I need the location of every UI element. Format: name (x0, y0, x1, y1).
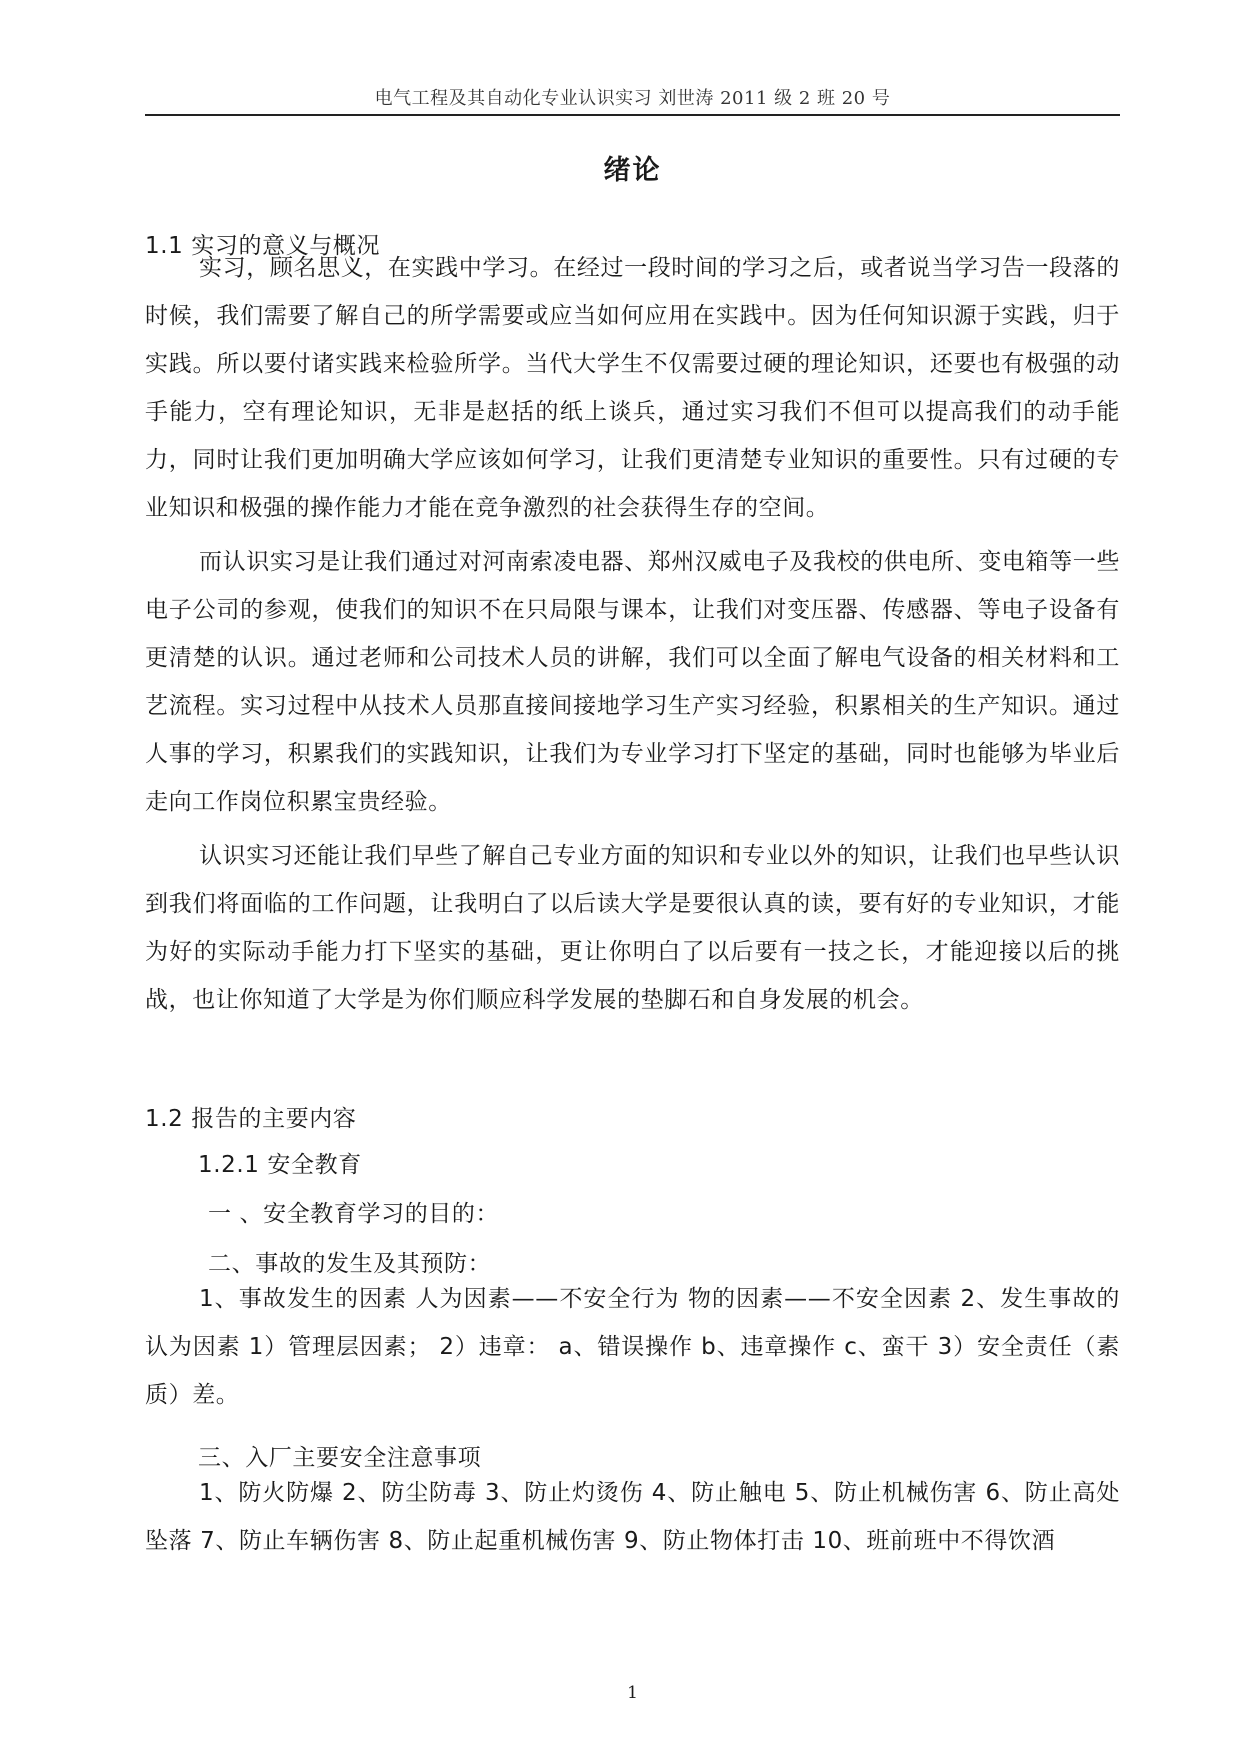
subsection-heading-1-2-1: 1.2.1 安全教育 (198, 1152, 362, 1178)
item-safety-purpose: 一 、安全教育学习的目的： (208, 1201, 500, 1227)
section-heading-1-2: 1.2 报告的主要内容 (145, 1106, 357, 1132)
item-factory-safety: 三、入厂主要安全注意事项 (198, 1445, 482, 1471)
running-header: 电气工程及其自动化专业认识实习 刘世涛 2011 级 2 班 20 号 (374, 88, 891, 109)
factory-safety-text: 1、防火防爆 2、防尘防毒 3、防止灼烫伤 4、防止触电 5、防止机械伤害 6、防止高处坠落 7、防止车辆伤害 8、防止起重机械伤害 9、防止物体打击 10、班前班中不得饮酒 (145, 1480, 1120, 1554)
paragraph-1: 实习，顾名思义，在实践中学习。在经过一段时间的学习之后，或者说当学习告一段落的时候，我们需要了解自己的所学需要或应当如何应用在实践中。因为任何知识源于实践，归于实践。所以要付诸实践来检验所学。当代大学生不仅需要过硬的理论知识，还要也有极强的动手能力，空有理论知识，无非是赵括的纸上谈兵，通过实习我们不但可以提高我们的动手能力，同时让我们更加明确大学应该如何学习，让我们更清楚专业知识的重要性。只有过硬的专业知识和极强的操作能力才能在竞争激烈的社会获得生存的空间。 (145, 255, 1120, 521)
section-heading-1-1: 1.1 实习的意义与概况 (145, 233, 381, 259)
header-rule (145, 114, 1120, 116)
accident-factors-text: 1、事故发生的因素 人为因素——不安全行为 物的因素——不安全因素 2、发生事故的认为因素 1）管理层因素； 2）违章： a、错误操作 b、违章操作 c、蛮干 3）安全责任（素质）差。 (145, 1286, 1120, 1408)
section-1-1-body (145, 244, 1120, 1024)
page-number: 1 (627, 1683, 638, 1703)
factory-safety-body (145, 1469, 1120, 1565)
document-title: 绪论 (603, 155, 662, 186)
accident-factors-body (145, 1275, 1120, 1419)
paragraph-3: 认识实习还能让我们早些了解自己专业方面的知识和专业以外的知识，让我们也早些认识到我们将面临的工作问题，让我明白了以后读大学是要很认真的读，要有好的专业知识，才能为好的实际动手能力打下坚实的基础，更让你明白了以后要有一技之长，才能迎接以后的挑战，也让你知道了大学是为你们顺应科学发展的垫脚石和自身发展的机会。 (145, 843, 1120, 1013)
paragraph-2: 而认识实习是让我们通过对河南索凌电器、郑州汉威电子及我校的供电所、变电箱等一些电子公司的参观，使我们的知识不在只局限与课本，让我们对变压器、传感器、等电子设备有更清楚的认识。通过老师和公司技术人员的讲解，我们可以全面了解电气设备的相关材料和工艺流程。实习过程中从技术人员那直接间接地学习生产实习经验，积累相关的生产知识。通过人事的学习，积累我们的实践知识，让我们为专业学习打下坚定的基础，同时也能够为毕业后走向工作岗位积累宝贵经验。 (145, 549, 1120, 815)
item-accident-prevention: 二、事故的发生及其预防： (208, 1251, 492, 1277)
